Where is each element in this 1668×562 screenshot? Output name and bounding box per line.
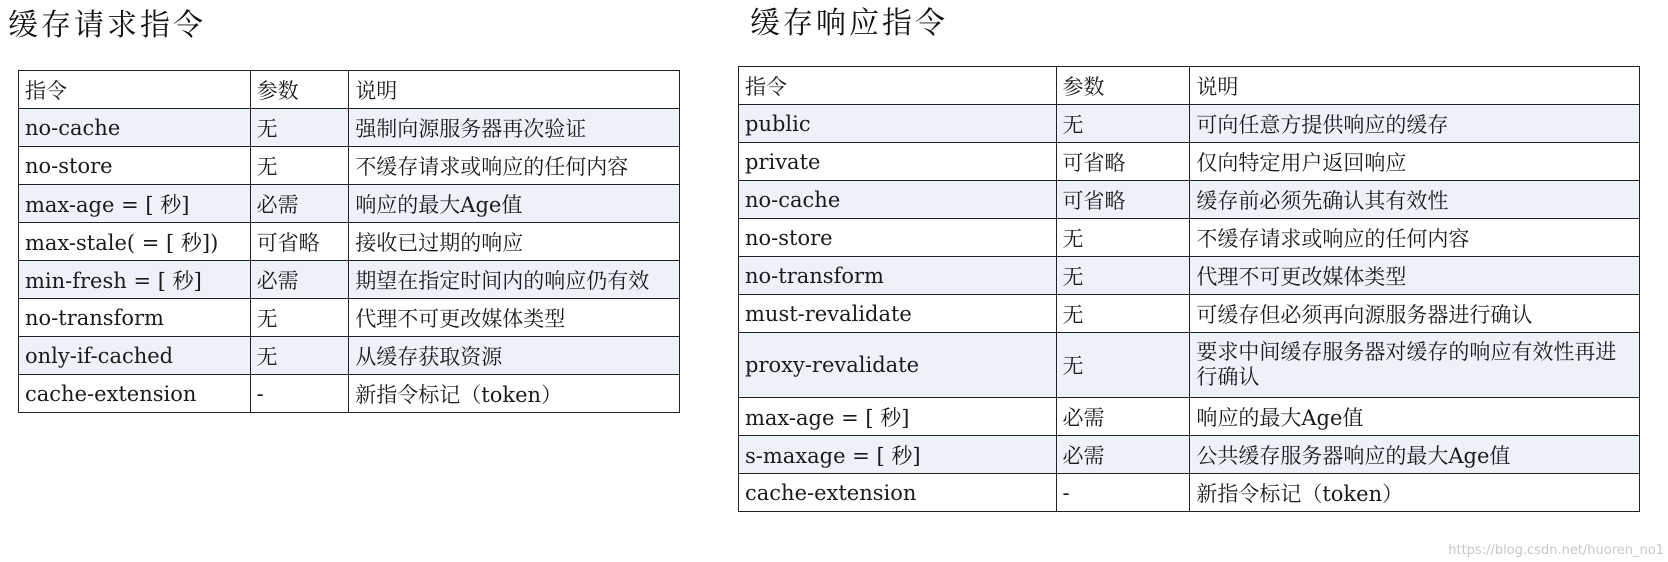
request-directives-table <box>18 70 680 413</box>
table-row <box>19 375 680 413</box>
parameter-cell: 无 <box>1056 257 1190 295</box>
parameter-cell: 无 <box>1056 295 1190 333</box>
table-header-row <box>739 67 1640 105</box>
column-header-parameter: 参数 <box>1056 67 1190 105</box>
table-row <box>739 333 1640 398</box>
directive-cell: only-if-cached <box>19 337 251 375</box>
directive-cell: no-store <box>19 147 251 185</box>
description-cell: 代理不可更改媒体类型 <box>1190 257 1640 295</box>
directive-cell: private <box>739 143 1057 181</box>
table-row <box>19 337 680 375</box>
table-row <box>19 147 680 185</box>
response-directives-table <box>738 66 1640 512</box>
table-row <box>739 257 1640 295</box>
table-row <box>739 219 1640 257</box>
directive-cell: proxy-revalidate <box>739 333 1057 398</box>
column-header-directive: 指令 <box>739 67 1057 105</box>
table-header-row <box>19 71 680 109</box>
table-row <box>739 143 1640 181</box>
parameter-cell: 可省略 <box>1056 181 1190 219</box>
parameter-cell: - <box>1056 474 1190 512</box>
description-cell: 代理不可更改媒体类型 <box>349 299 680 337</box>
directive-cell: public <box>739 105 1057 143</box>
table-row <box>19 109 680 147</box>
request-directives-title: 缓存请求指令 <box>8 8 206 43</box>
column-header-parameter: 参数 <box>250 71 349 109</box>
table-row <box>739 181 1640 219</box>
directive-cell: no-cache <box>739 181 1057 219</box>
description-cell: 从缓存获取资源 <box>349 337 680 375</box>
parameter-cell: 无 <box>1056 105 1190 143</box>
parameter-cell: 无 <box>1056 219 1190 257</box>
directive-cell: s-maxage = [ 秒] <box>739 436 1057 474</box>
directive-cell: no-cache <box>19 109 251 147</box>
column-header-directive: 指令 <box>19 71 251 109</box>
directive-cell: cache-extension <box>19 375 251 413</box>
table-row <box>739 436 1640 474</box>
parameter-cell: 无 <box>250 147 349 185</box>
response-directives-title: 缓存响应指令 <box>750 6 948 41</box>
directive-cell: cache-extension <box>739 474 1057 512</box>
table-row <box>739 105 1640 143</box>
parameter-cell: 必需 <box>250 261 349 299</box>
column-header-description: 说明 <box>1190 67 1640 105</box>
description-cell: 新指令标记（token） <box>1190 474 1640 512</box>
watermark-url: https://blog.csdn.net/huoren_no1 <box>1448 543 1664 558</box>
description-cell: 仅向特定用户返回响应 <box>1190 143 1640 181</box>
parameter-cell: 必需 <box>250 185 349 223</box>
directive-cell: max-stale( = [ 秒]) <box>19 223 251 261</box>
directive-cell: no-transform <box>739 257 1057 295</box>
description-cell: 期望在指定时间内的响应仍有效 <box>349 261 680 299</box>
parameter-cell: 无 <box>1056 333 1190 398</box>
parameter-cell: 无 <box>250 299 349 337</box>
parameter-cell: 无 <box>250 337 349 375</box>
directive-cell: must-revalidate <box>739 295 1057 333</box>
table-row <box>739 398 1640 436</box>
table-row <box>739 474 1640 512</box>
description-cell: 公共缓存服务器响应的最大Age值 <box>1190 436 1640 474</box>
directive-cell: min-fresh = [ 秒] <box>19 261 251 299</box>
description-cell: 接收已过期的响应 <box>349 223 680 261</box>
parameter-cell: 必需 <box>1056 436 1190 474</box>
description-cell: 不缓存请求或响应的任何内容 <box>1190 219 1640 257</box>
column-header-description: 说明 <box>349 71 680 109</box>
parameter-cell: 无 <box>250 109 349 147</box>
directive-cell: no-store <box>739 219 1057 257</box>
table-row <box>19 223 680 261</box>
description-cell: 要求中间缓存服务器对缓存的响应有效性再进行确认 <box>1190 333 1640 398</box>
parameter-cell: - <box>250 375 349 413</box>
description-cell: 不缓存请求或响应的任何内容 <box>349 147 680 185</box>
description-cell: 缓存前必须先确认其有效性 <box>1190 181 1640 219</box>
description-cell: 新指令标记（token） <box>349 375 680 413</box>
table-row <box>19 299 680 337</box>
description-cell: 可向任意方提供响应的缓存 <box>1190 105 1640 143</box>
description-cell: 响应的最大Age值 <box>1190 398 1640 436</box>
directive-cell: no-transform <box>19 299 251 337</box>
directive-cell: max-age = [ 秒] <box>739 398 1057 436</box>
description-cell: 可缓存但必须再向源服务器进行确认 <box>1190 295 1640 333</box>
description-cell: 强制向源服务器再次验证 <box>349 109 680 147</box>
table-row <box>19 185 680 223</box>
table-row <box>739 295 1640 333</box>
parameter-cell: 必需 <box>1056 398 1190 436</box>
parameter-cell: 可省略 <box>1056 143 1190 181</box>
description-cell: 响应的最大Age值 <box>349 185 680 223</box>
directive-cell: max-age = [ 秒] <box>19 185 251 223</box>
table-row <box>19 261 680 299</box>
parameter-cell: 可省略 <box>250 223 349 261</box>
